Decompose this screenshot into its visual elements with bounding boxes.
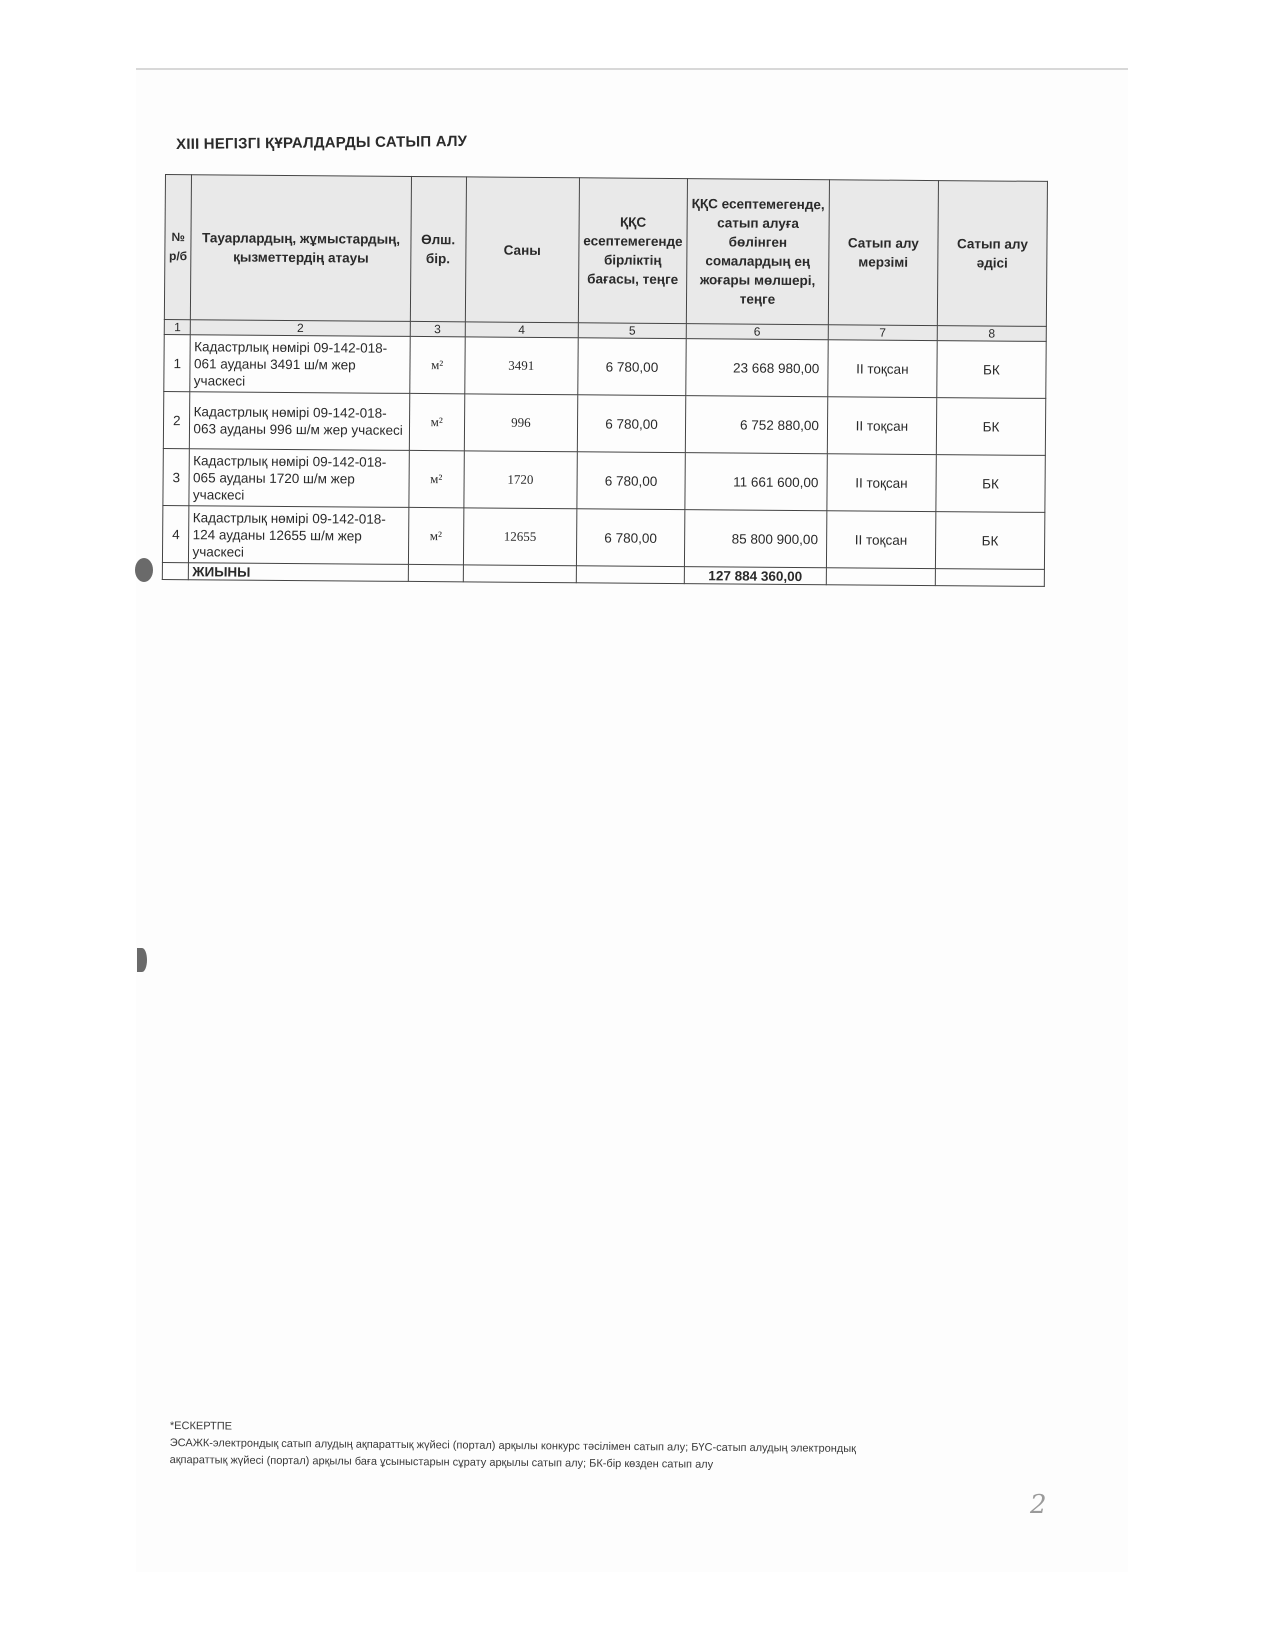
max-sum: 6 752 880,00 [685, 396, 827, 454]
footnote [170, 1418, 970, 1476]
punch-hole-bottom [137, 948, 147, 972]
procurement-period: II тоқсан [827, 454, 936, 512]
unit: м² [409, 336, 464, 393]
column-number: 7 [828, 325, 937, 341]
unit: м² [409, 450, 464, 507]
punch-hole-top [135, 558, 153, 582]
max-sum: 85 800 900,00 [684, 510, 826, 568]
unit-price: 6 780,00 [577, 452, 685, 510]
header-cell: Саны [465, 177, 579, 323]
item-name: Кадастрлық нөмірі 09-142-018-061 ауданы 3491 ш/м жер учаскесі [190, 335, 410, 394]
header-cell: ҚҚС есептемегенде бірліктің бағасы, теңге [578, 178, 687, 324]
column-number: 6 [686, 324, 828, 340]
procurement-method: БК [937, 341, 1047, 399]
quantity: 12655 [463, 508, 577, 566]
column-number: 5 [578, 323, 686, 339]
footnote-line: ақпараттық жүйесі (портал) арқылы баға ұсыныстарын сұрату арқылы сатып алу; БК-бір көзден сатып алу [169, 1453, 714, 1471]
row-number: 2 [163, 391, 190, 448]
total-empty-cell [463, 565, 576, 583]
total-empty-cell [826, 568, 935, 586]
max-sum: 11 661 600,00 [685, 453, 827, 511]
header-cell: Сатып алу әдісі [937, 181, 1047, 327]
unit-price: 6 780,00 [576, 509, 684, 567]
column-number: 3 [410, 321, 465, 336]
procurement-method: БК [935, 512, 1045, 570]
header-cell: Сатып алу мерзімі [828, 180, 938, 326]
total-empty-cell [408, 564, 463, 581]
footnote-title: *ЕСКЕРТПЕ [169, 1419, 233, 1433]
item-name: Кадастрлық нөмірі 09-142-018-124 ауданы 12655 ш/м жер учаскесі [189, 506, 409, 565]
footnote-line: ЭСАЖК-электрондық сатып алудың ақпараттық жүйесі (портал) арқылы конкурс тәсілімен сатып алу; БҮС-сатып алудың электрондық [169, 1436, 857, 1455]
column-number: 8 [937, 326, 1046, 342]
row-number: 3 [163, 448, 190, 505]
item-name: Кадастрлық нөмірі 09-142-018-063 ауданы 996 ш/м жер учаскесі [190, 392, 410, 451]
quantity: 1720 [464, 451, 578, 509]
unit-price: 6 780,00 [577, 395, 685, 453]
header-cell: ҚҚС есептемегенде, сатып алуға бөлінген сомалардың ең жоғары мөлшері, теңге [686, 179, 829, 325]
total-sum: 127 884 360,00 [684, 567, 826, 585]
procurement-table [162, 174, 1048, 587]
row-number: 1 [164, 334, 191, 391]
procurement-period: II тоқсан [828, 340, 937, 398]
procurement-table-wrap [162, 174, 1048, 587]
table-row [164, 334, 1046, 398]
column-number: 1 [164, 319, 191, 334]
header-cell: Тауарлардың, жұмыстардың, қызметтердің атауы [191, 175, 411, 322]
total-empty-cell [576, 566, 684, 584]
table-row [163, 391, 1045, 455]
row-number: 4 [162, 505, 189, 562]
quantity: 996 [464, 394, 578, 452]
total-empty-cell [162, 562, 189, 579]
procurement-method: БК [936, 398, 1046, 456]
handwritten-page-number: 2 [1030, 1490, 1047, 1520]
item-name: Кадастрлық нөмірі 09-142-018-065 ауданы 1720 ш/м жер учаскесі [189, 449, 409, 508]
table-row [163, 448, 1045, 512]
column-number: 2 [191, 320, 410, 337]
unit-price: 6 780,00 [578, 338, 686, 396]
header-row [164, 175, 1047, 327]
procurement-period: II тоқсан [826, 511, 935, 569]
header-cell: Өлш. бір. [410, 176, 466, 321]
quantity: 3491 [464, 337, 578, 395]
procurement-method: БК [936, 455, 1046, 513]
header-cell: № р/б [164, 175, 192, 320]
procurement-period: II тоқсан [827, 397, 936, 455]
unit: м² [409, 393, 464, 450]
total-label: ЖИЫНЫ [189, 563, 408, 582]
section-title: XIII НЕГІЗГІ ҚҰРАЛДАРДЫ САТЫП АЛУ [176, 132, 468, 153]
unit: м² [408, 507, 463, 564]
column-number: 4 [465, 322, 578, 338]
max-sum: 23 668 980,00 [686, 339, 828, 397]
total-empty-cell [935, 569, 1044, 587]
table-row [162, 505, 1044, 569]
